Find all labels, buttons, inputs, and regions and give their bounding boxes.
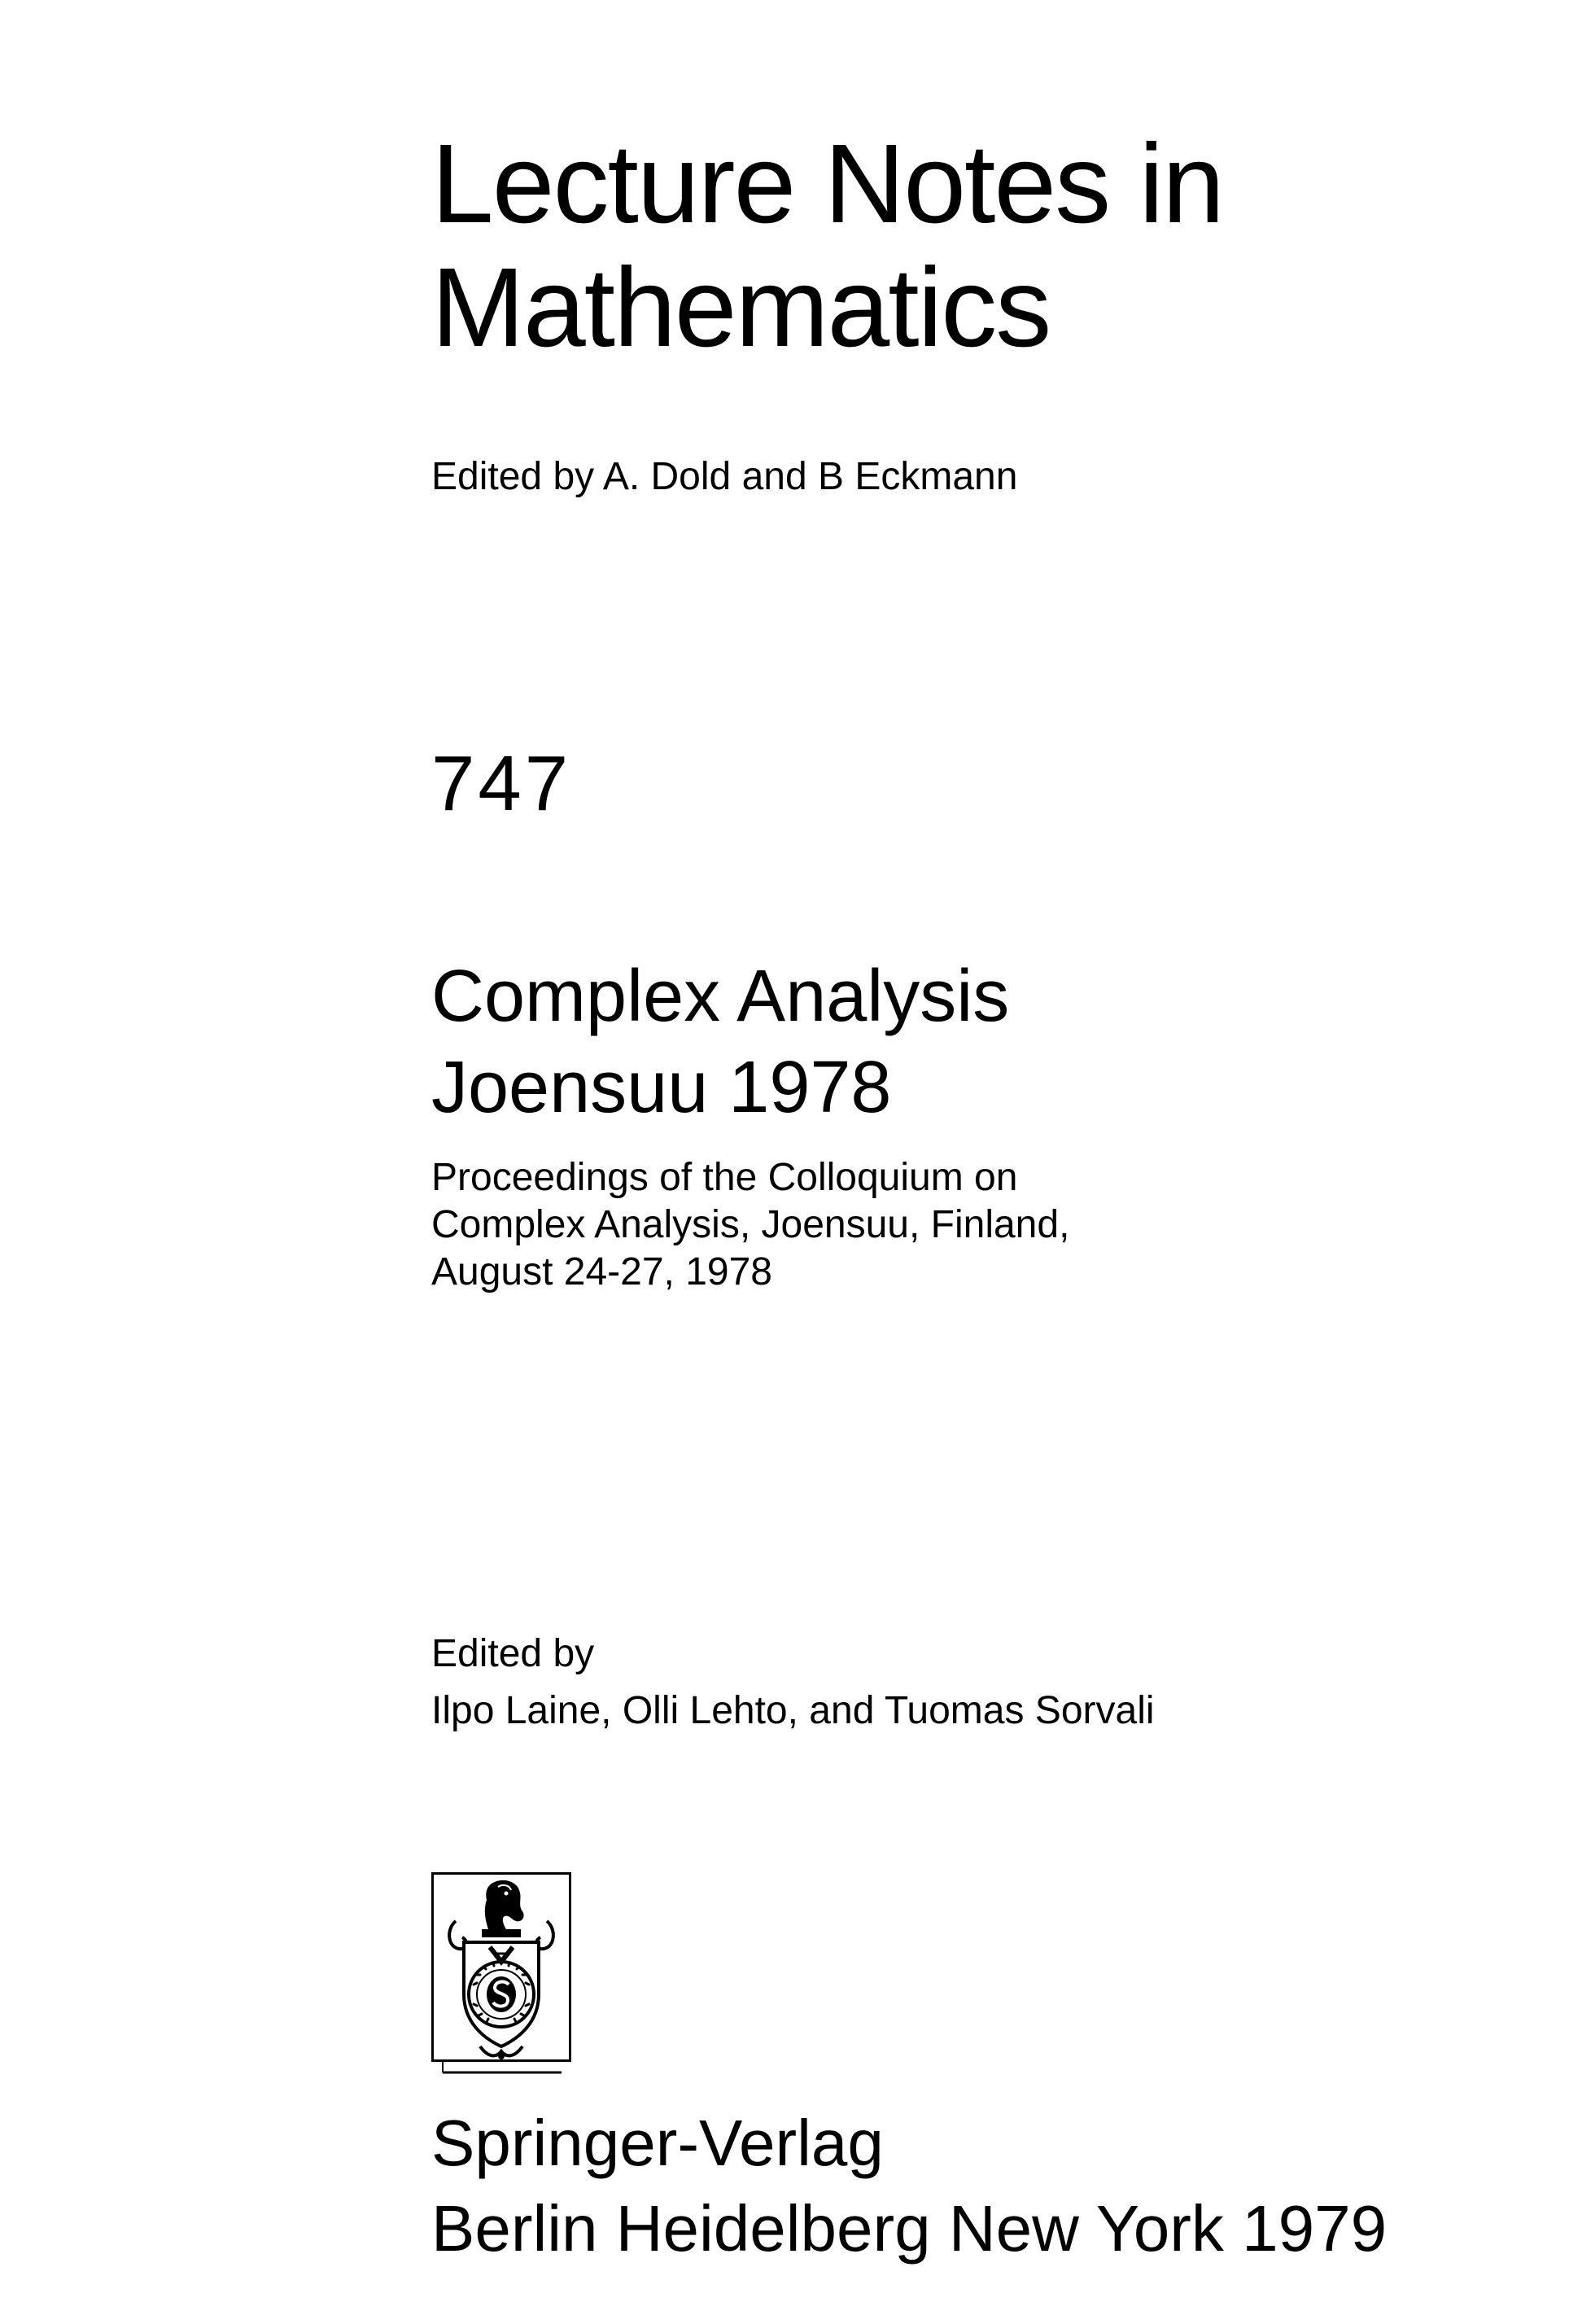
book-title-line1: Complex Analysis (431, 956, 1010, 1037)
book-subtitle-line2: Complex Analysis, Joensuu, Finland, (431, 1203, 1070, 1246)
book-subtitle (431, 1154, 1069, 1296)
series-editors: Edited by A. Dold and B Eckmann (431, 455, 1018, 498)
series-title-line1: Lecture Notes in (431, 121, 1223, 247)
series-title-line2: Mathematics (431, 245, 1051, 370)
book-subtitle-line3: August 24-27, 1978 (431, 1250, 772, 1293)
publisher-locations-year: Berlin Heidelberg New York 1979 (431, 2192, 1388, 2265)
volume-number: 747 (431, 740, 572, 827)
editors-label: Edited by (431, 1632, 595, 1675)
series-title (431, 122, 1223, 370)
book-title-line2: Joensuu 1978 (431, 1047, 892, 1128)
publisher (431, 2100, 1387, 2271)
book-title (431, 951, 1009, 1133)
editors-names: Ilpo Laine, Olli Lehto, and Tuomas Sorvali (431, 1689, 1155, 1732)
publisher-name: Springer-Verlag (431, 2107, 884, 2179)
book-subtitle-line1: Proceedings of the Colloquium on (431, 1156, 1018, 1199)
springer-knight-logo-icon (431, 1872, 571, 2074)
